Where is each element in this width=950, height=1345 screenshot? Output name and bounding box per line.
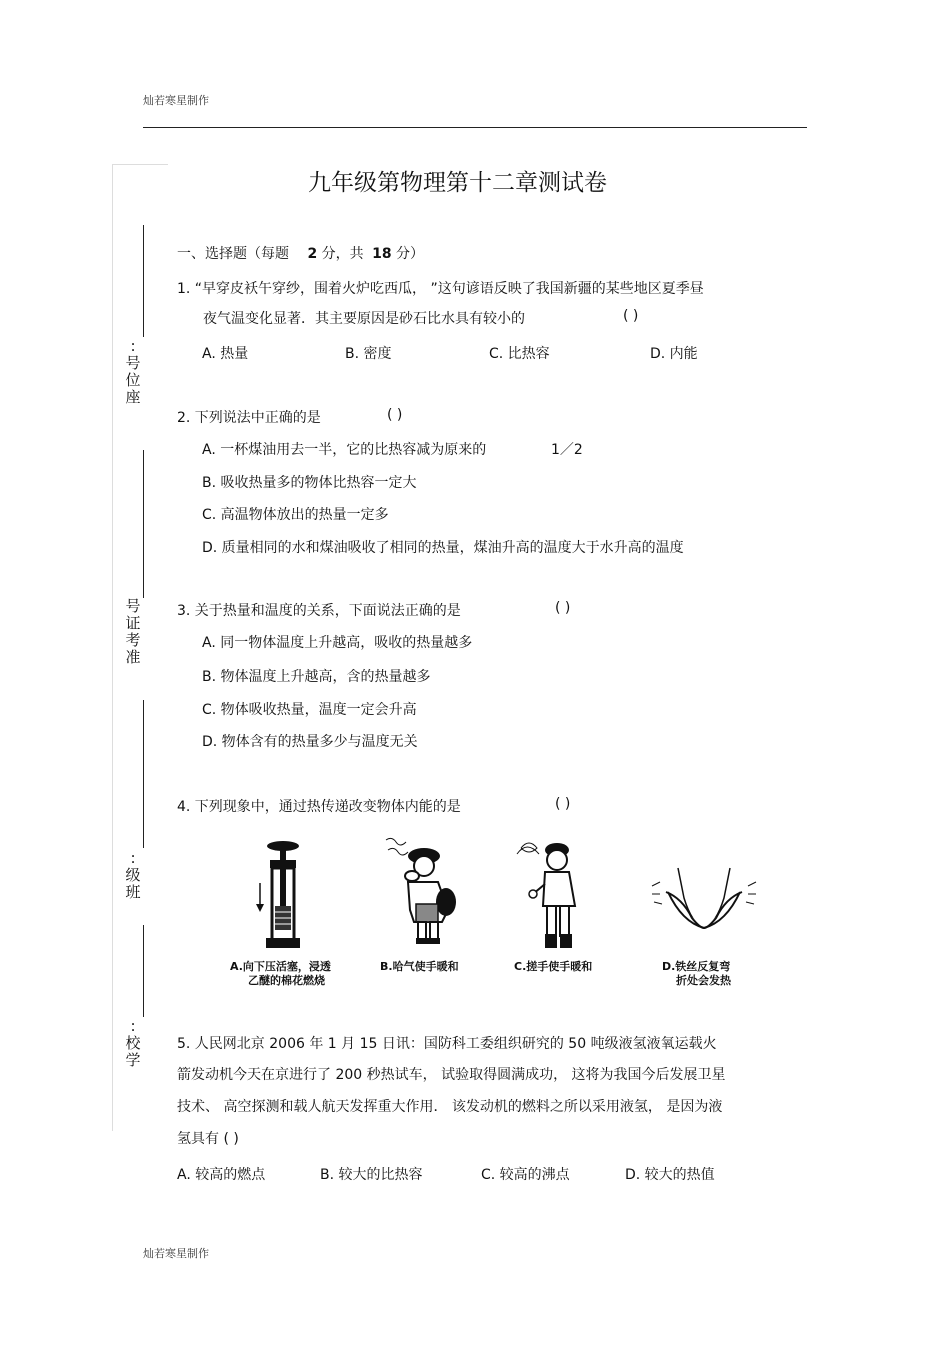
q1-line-1: 1. “早穿皮袄午穿纱，围着火炉吃西瓜， ”这句谚语反映了我国新疆的某些地区夏季昼 [177,281,704,297]
q5-option-a[interactable]: A. 较高的燃点 [177,1167,266,1183]
q5-line-3: 技术、 高空探测和载人航天发挥重大作用． 该发动机的燃料之所以采用液氢， 是因为液 [177,1099,723,1115]
q5-line-1: 5. 人民网北京 2006 年 1 月 15 日讯：国防科工委组织研究的 50 吨级液氢液氧运载火 [177,1036,717,1052]
q5-line-4: 氢具有 ( ) [177,1131,239,1147]
q5-line-2: 箭发动机今天在京进行了 200 秒热试车， 试验取得圆满成功， 这将为我国今后发展卫星 [177,1067,726,1083]
q4-answer-blank[interactable]: ( ) [555,796,571,812]
page-footer: 灿若寒星制作 [143,1247,209,1260]
q4-caption-a-line-1: A.向下压活塞，浸透 [230,960,331,973]
section-end: 分） [396,246,425,262]
q1-option-a[interactable]: A. 热量 [202,346,249,362]
header-rule [143,127,807,128]
q2-option-a-fraction: 1／2 [551,442,583,458]
q1-option-d[interactable]: D. 内能 [650,346,698,362]
q2-stem: 2. 下列说法中正确的是 [177,410,321,426]
q3-option-b[interactable]: B. 物体温度上升越高，含的热量越多 [202,669,431,685]
q3-option-a[interactable]: A. 同一物体温度上升越高，吸收的热量越多 [202,635,473,651]
piston-cylinder-illustration [250,838,320,953]
q4-caption-b: B.哈气使手暖和 [380,960,459,973]
binding-line-4 [143,925,144,1017]
seat-number-label: : 号位座 [125,337,141,406]
q2-option-c[interactable]: C. 高温物体放出的热量一定多 [202,507,389,523]
q4-caption-c: C.搓手使手暖和 [514,960,593,973]
q2-answer-blank[interactable]: ( ) [387,407,403,423]
q1-answer-blank[interactable]: ( ) [623,308,639,324]
q3-stem: 3. 关于热量和温度的关系，下面说法正确的是 [177,603,461,619]
q4-caption-d-line-2: 折处会发热 [676,974,731,987]
q2-option-d[interactable]: D. 质量相同的水和煤油吸收了相同的热量，煤油升高的温度大于水升高的温度 [202,540,684,556]
q4-caption-a [230,960,331,988]
q3-option-d[interactable]: D. 物体含有的热量多少与温度无关 [202,734,418,750]
q1-option-b[interactable]: B. 密度 [345,346,392,362]
q4-caption-a-line-2: 乙醚的棉花燃烧 [247,974,325,987]
q1-line-2: 夜气温变化显著．其主要原因是砂石比水具有较小的 [203,311,525,327]
section-total: 18 [372,246,392,262]
section-unit: 分，共 [321,246,364,262]
breathing-on-hands-illustration [380,830,460,955]
q4-caption-d-line-1: D.铁丝反复弯 [662,960,731,973]
class-label: : 级班 [125,849,141,901]
q5-option-c[interactable]: C. 较高的沸点 [481,1167,570,1183]
q3-option-c[interactable]: C. 物体吸收热量，温度一定会升高 [202,702,417,718]
binding-line-1 [143,225,144,337]
binding-line-3 [143,700,144,848]
page-title: 九年级第物理第十二章测试卷 [308,170,607,196]
q2-option-b[interactable]: B. 吸收热量多的物体比热容一定大 [202,475,417,491]
q2-option-a[interactable]: A. 一杯煤油用去一半，它的比热容减为原来的 [202,442,487,458]
binding-line-2 [143,450,144,598]
section-points: 2 [307,246,318,262]
q5-option-d[interactable]: D. 较大的热值 [625,1167,715,1183]
page-header: 灿若寒星制作 [143,94,209,107]
q4-caption-d [662,960,731,988]
q3-answer-blank[interactable]: ( ) [555,600,571,616]
section-heading-text: 一、选择题（每题 [177,246,289,262]
q5-option-b[interactable]: B. 较大的比热容 [320,1167,423,1183]
q4-stem: 4. 下列现象中，通过热传递改变物体内能的是 [177,799,461,815]
school-label: : 校学 [125,1017,141,1069]
rubbing-hands-illustration [515,836,595,956]
q1-option-c[interactable]: C. 比热容 [489,346,550,362]
bending-wire-illustration [648,858,760,938]
section-heading [177,243,424,263]
exam-number-label: 号证考准 [125,597,141,666]
